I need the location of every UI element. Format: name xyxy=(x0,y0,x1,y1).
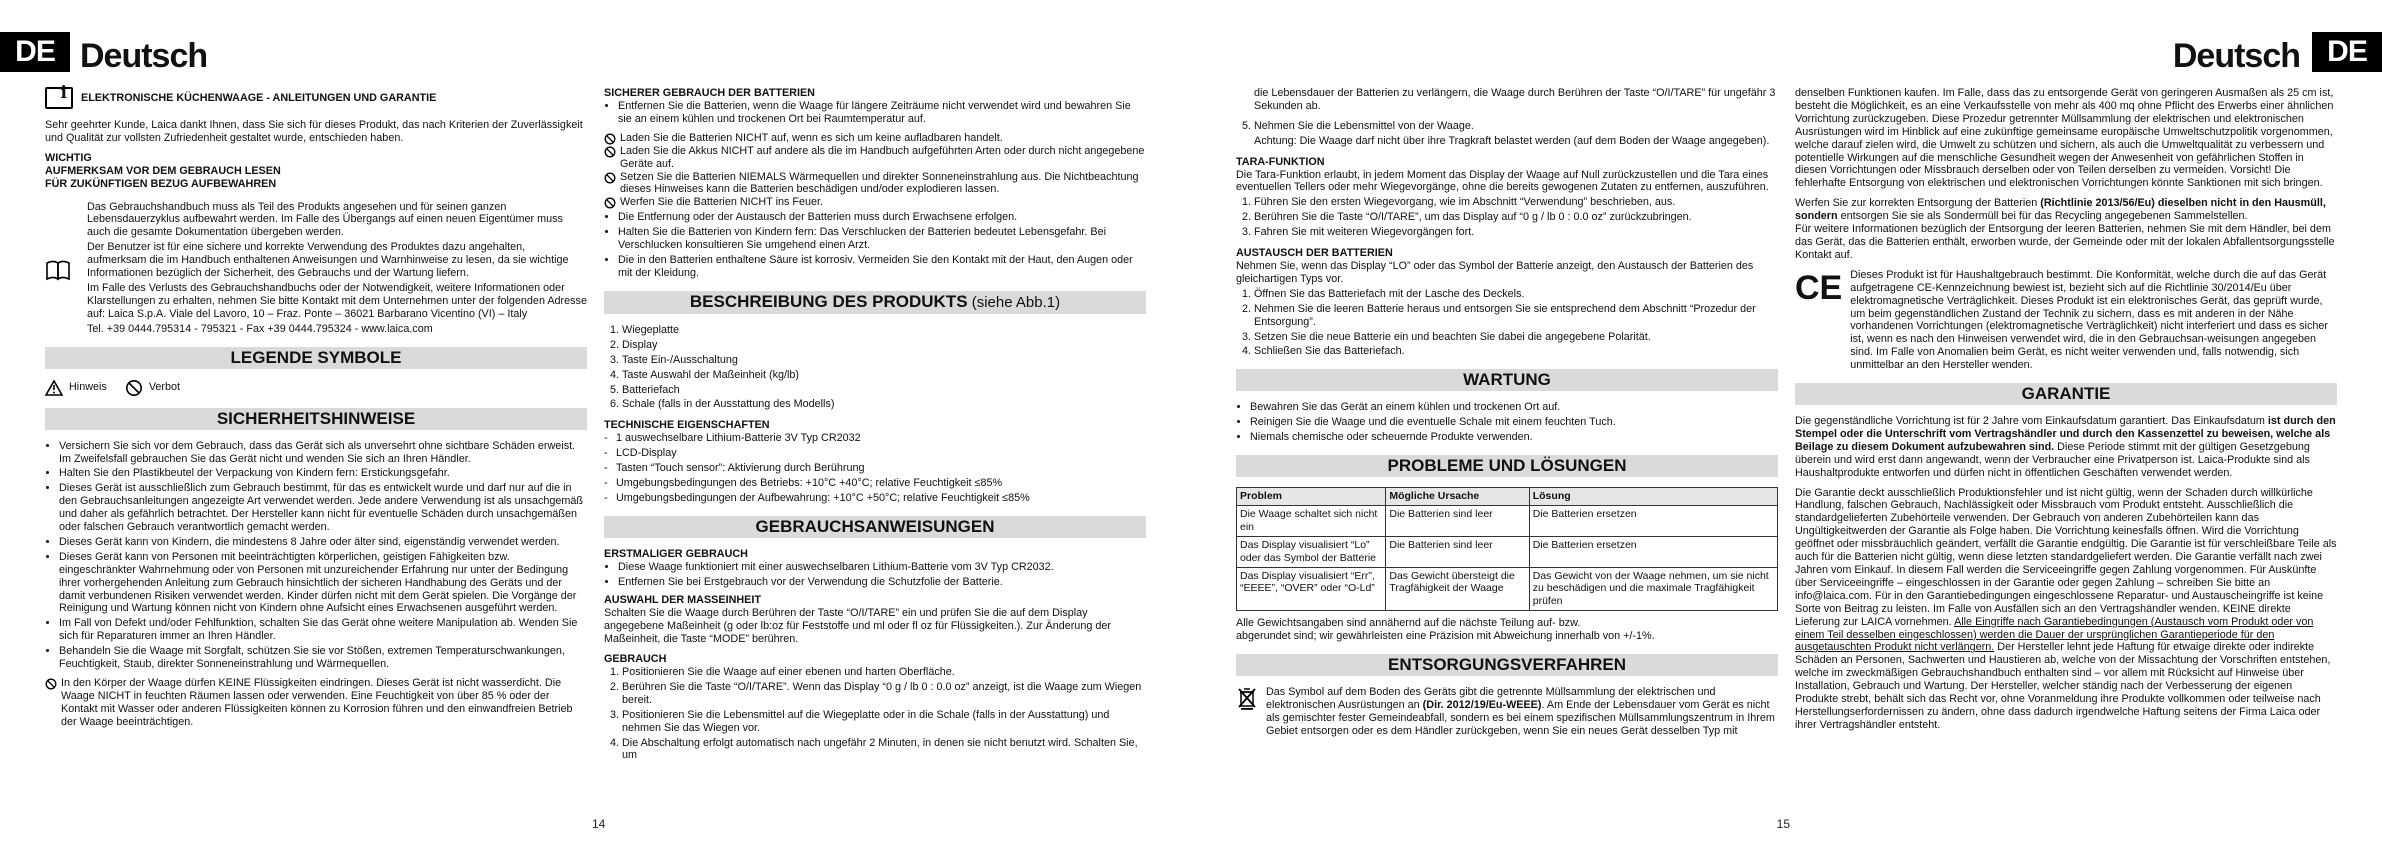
tare-step: 1. Führen Sie den ersten Wiegevorgang, wie im Abschnitt “Verwendung” beschrieben, aus. xyxy=(1254,196,1778,209)
problems-table-cell: Die Batterien sind leer xyxy=(1386,505,1529,536)
ce-section xyxy=(1795,269,2337,372)
disposal-text xyxy=(1266,686,1778,738)
manual-title-row xyxy=(45,87,587,109)
manual-paragraph-3: Im Falle des Verlusts des Gebrauchshandbuchs oder der Notwendigkeit, weitere Informationen oder Klarstellungen zu erhalten, nehmen Sie bitte Kontakt mit dem Unternehmen unter der folgenden Adresse auf: Laica S.p.A. Viale del Lavoro, 10 – Fraz. Ponte – 36021 Barbarano Vicentino (VI) – Italy xyxy=(87,281,587,320)
language-code-badge-left: DE xyxy=(0,32,70,72)
manual-main-title: ELEKTRONISCHE KÜCHENWAAGE - ANLEITUNGEN UND GARANTIE xyxy=(81,91,437,104)
battery-disposal-contact: Für weitere Informationen bezüglich der Entsorgung der leeren Batterien, nehmen Sie mit dem Händler, bei dem das Gerät, das die Batterien enthält, erworben wurde, der Gemeinde oder mit der lokalen Abfallentsorgungsstelle Kontakt auf. xyxy=(1795,223,2335,261)
info-manual-icon xyxy=(45,87,73,109)
battery-change-text: Nehmen Sie, wenn das Display “LO” oder das Symbol der Batterie anzeigt, den Austausch der Batterien des gleichartigen Typs vor. xyxy=(1236,259,1754,285)
battery-change-step: 1. Öffnen Sie das Batteriefach mit der Lasche des Deckels. xyxy=(1254,288,1778,301)
left-column-1 xyxy=(45,87,587,729)
no-liquids-text: In den Körper der Waage dürfen KEINE Flüssigkeiten eindringen. Dieses Gerät ist nicht wasserdicht. Die Waage NICHT in feuchten Räumen lassen oder verwenden. Eine Feuchtigkeit von über 85 % oder der Kontakt mit Wasser oder anderen Flüssigkeiten können zu Korrosion führen und den einwandfreien Betrieb der Waage beeinträchtigen. xyxy=(61,677,573,728)
important-line-2: FÜR ZUKÜNFTIGEN BEZUG AUFBEWAHREN xyxy=(45,177,277,190)
first-use-item: • Entfernen Sie bei Erstgebrauch vor der Verwendung die Schutzfolie der Batterie. xyxy=(618,576,1146,589)
battery-prohibited-text: Werfen Sie die Batterien NICHT ins Feuer. xyxy=(620,196,824,209)
product-part-item: 1. Wiegeplatte xyxy=(622,324,1146,337)
first-use-list xyxy=(604,561,1146,589)
legend-hint-label: Hinweis xyxy=(69,381,107,394)
battery-more-item: • Halten Sie die Batterien von Kindern fern: Das Verschlucken der Batterien bedeutet Lebensgefahr. Bei Verschlucken konsultieren Sie umgehend einen Arzt. xyxy=(618,226,1146,252)
battery-change-steps xyxy=(1236,288,1778,359)
page-number-right: 15 xyxy=(1776,817,1790,831)
use-step: 5. Nehmen Sie die Lebensmittel von der Waage. xyxy=(1254,120,1778,133)
language-title-right: Deutsch xyxy=(2172,37,2300,75)
legend-hint xyxy=(45,380,107,396)
open-book-icon xyxy=(45,259,71,281)
manual-instructions-block xyxy=(45,201,587,336)
left-column-2 xyxy=(604,87,1146,764)
prohibited-icon xyxy=(125,379,143,397)
safety-item: • Im Fall von Defekt und/oder Fehlfunktion, schalten Sie das Gerät ohne weitere Manipulation ab. Wenden Sie sich für Reparaturen immer an Ihren Händler. xyxy=(59,617,587,643)
legend-section-heading: LEGENDE SYMBOLE xyxy=(45,347,587,369)
use-step-note: Achtung: Die Waage darf nicht über ihre Tragkraft belastet werden (auf dem Boden der Waage angegeben). xyxy=(1254,134,1770,147)
problems-table-header: Lösung xyxy=(1529,488,1777,506)
disposal-text-part-2: . Am Ende der Lebensdauer vom Gerät es nicht als gemischter fester Gemeindeabfall, sondern es bei einem spezifischen Müllsammlungszentrum in Ihrem Gebiet entsorgen oder es dem Händler zurückgeben, wenn Sie ein neues Gerät desselben Typ mit xyxy=(1266,699,1775,737)
disposal-section xyxy=(1236,686,1778,738)
safety-item: • Dieses Gerät kann von Kindern, die mindestens 8 Jahre oder älter sind, eigenständig verwendet werden. xyxy=(59,536,587,549)
battery-disposal-paragraph xyxy=(1795,197,2337,223)
safety-item: • Halten Sie den Plastikbeutel der Verpackung von Kindern fern: Erstickungsgefahr. xyxy=(59,467,587,480)
rounding-note-1: Alle Gewichtsangaben sind annähernd auf die nächste Teilung auf- bzw. xyxy=(1236,617,1581,630)
battery-disposal-bold: (Richtlinie 2013/56/Eu) dieselben nicht in den Hausmüll, sondern xyxy=(1795,197,2326,223)
battery-prohibited-item xyxy=(604,145,1146,171)
battery-disposal-part-2: entsorgen Sie sie als Sondermüll bei für das Recycling angegebenen Sammelstellen. xyxy=(1837,210,2248,223)
maintenance-heading: WARTUNG xyxy=(1236,369,1778,391)
safety-item: • Dieses Gerät ist ausschließlich zum Gebrauch bestimmt, für das es entwickelt wurde und darf nur auf die in den Gebrauchsanleitungen angezeigte Art verwendet werden. Jede andere Verwendung ist als unsachgemäß und daher als gefährlich betrachtet. Der Hersteller kann nicht für eventuelle Schäden durch unsachgemäßen oder falschen Gebrauch verantwortlich gemacht werden. xyxy=(59,482,587,534)
problems-table-cell: Die Batterien ersetzen xyxy=(1529,536,1777,567)
page-number-left: 14 xyxy=(592,817,606,831)
legend-row xyxy=(45,379,587,397)
battery-more-list xyxy=(604,211,1146,280)
ce-mark-logo: CE xyxy=(1795,268,1843,307)
product-part-item: 2. Display xyxy=(622,339,1146,352)
warranty-paragraph-2 xyxy=(1795,487,2337,732)
right-page xyxy=(1191,0,2382,843)
product-part-item: 6. Schale (falls in der Ausstattung des Modells) xyxy=(622,398,1146,411)
use-steps xyxy=(604,666,1146,762)
use-continuation: die Lebensdauer der Batterien zu verlängern, die Waage durch Berühren der Taste “O/I/TARE” für ungefähr 3 Sekunden ab. xyxy=(1254,87,1776,112)
use-step: 1. Positionieren Sie die Waage auf einer ebenen und harten Oberfläche. xyxy=(622,666,1146,679)
battery-change-step: 3. Setzen Sie die neue Batterie ein und beachten Sie dabei die angegebene Polarität. xyxy=(1254,331,1778,344)
warning-triangle-icon xyxy=(45,380,63,396)
problems-table xyxy=(1236,487,1778,611)
prohibited-icon xyxy=(604,133,616,145)
problems-table-row xyxy=(1237,536,1778,567)
problems-table-cell: Die Batterien ersetzen xyxy=(1529,505,1777,536)
use-step: 2. Berühren Sie die Taste “O/I/TARE”. Wenn das Display “0 g / lb 0 : 0.0 oz” anzeigt, ist die Waage zum Wiegen bereit. xyxy=(622,681,1146,707)
problems-table-cell: Das Display visualisiert “Lo” oder das Symbol der Batterie xyxy=(1237,536,1386,567)
prohibited-icon xyxy=(604,146,616,158)
safety-section-heading: SICHERHEITSHINWEISE xyxy=(45,408,587,430)
tare-steps xyxy=(1236,196,1778,239)
rounding-note-2: abgerundet sind; wir gewährleisten eine Präzision mit Abweichung innerhalb von +/-1%. xyxy=(1236,630,1655,643)
safety-item: • Dieses Gerät kann von Personen mit beeinträchtigten körperlichen, geistigen Fähigkeiten bzw. eingeschränkter Wahrnehmung oder von Personen mit unzureichender Erfahrung nur unter der Bedingung ihrer vorhergehenden Anleitung zum Gebrauch hinsichtlich der sicheren Handhabung des Geräts und der damit verbundenen Risiken verwendet werden. Kinder dürfen nicht mit dem Gerät spielen. Die Vorgänge der Reinigung und Wartung können nicht von Kindern ohne Aufsicht eines Erwachsenen ausgeführt werden. xyxy=(59,551,587,616)
product-description-suffix: (siehe Abb.1) xyxy=(967,293,1061,311)
tare-step: 3. Fahren Sie mit weiteren Wiegevorgängen fort. xyxy=(1254,226,1778,239)
battery-prohibited-list xyxy=(604,132,1146,210)
disposal-directive: (Dir. 2012/19/Eu-WEEE) xyxy=(1422,699,1542,711)
unit-title: AUSWAHL DER MASSEINHEIT xyxy=(604,594,761,607)
important-title: WICHTIG xyxy=(45,151,92,164)
problems-table-cell: Die Batterien sind leer xyxy=(1386,536,1529,567)
legend-ban xyxy=(125,379,180,397)
warranty-p1-part-c: Diese Periode stimmt mit der gültigen Gesetzgebung überein und wird erst dann angewandt, wenn der Verbraucher eine Privatperson ist. Laica-Produkte sind als Haushaltprodukte entworfen und dürfen nicht in öffentlichen Geschäften verwendet werden. xyxy=(1795,440,2310,479)
use-step: 4. Die Abschaltung erfolgt automatisch nach ungefähr 2 Minuten, in denen sie nicht benutzt wird. Schalten Sie, um xyxy=(622,737,1146,763)
maintenance-list xyxy=(1236,401,1778,444)
tare-text: Die Tara-Funktion erlaubt, in jedem Moment das Display der Waage auf Null zurückzustellen und die Tara eines eventuellen Tellers oder mehr Wiegevorgänge, ohne die bereits gewogenen Zutaten zu entfernen, auszuführen. xyxy=(1236,168,1769,194)
weee-crossed-bin-icon xyxy=(1236,686,1258,714)
warranty-p1-bold: ist durch den Stempel oder die Unterschrift vom Vertragshändler und durch den Kassenzettel zu beweisen, welche als Beilage zu diesem Dokument aufzubewahren sind. xyxy=(1795,415,2336,453)
battery-prohibited-item xyxy=(604,132,1146,145)
warranty-p1-part-a: Die gegenständliche Vorrichtung ist für 2 Jahre vom Einkaufsdatum garantiert. Das Einkaufsdatum xyxy=(1795,415,2268,428)
problems-table-row xyxy=(1237,505,1778,536)
tech-list xyxy=(604,432,1146,505)
problems-table-cell: Das Gewicht von der Waage nehmen, um sie nicht zu beschädigen und die maximale Tragfähigkeit prüfen xyxy=(1529,567,1777,611)
disposal-continuation: denselben Funktionen kaufen. Im Falle, dass das zu entsorgende Gerät von geringeren Ausmaßen als 25 cm ist, besteht die Möglichkeit, es an eine Verkaufsstelle von mehr als 400 mq ohne Pflicht des Erwerbs einer ähnlichen Vorrichtung zurückzugeben. Diese Prozedur getrennter Müllsammlung der elektrischen und elektronischen Ausrüstungen wird im Hinblick auf eine zukünftige gemeinsame europäische Umweltschutzpolitik vorgenommen, welche darauf zielen wird, die Umwelt zu schützen und sichern, als auch die Umweltqualität zu verbessern und potentielle Wirkungen auf die menschliche Gesundheit wegen der Anwesenheit von gefährlichen Stoffen in diesen Vorrichtungen oder Missbrauch derselben oder von Teilen derselben zu vermeiden. Vorsicht! Die fehlerhafte Entsorgung von elektrischen und elektronischen Vorrichtungen könnte Sanktionen mit sich bringen. xyxy=(1795,87,2334,190)
important-line-1: AUFMERKSAM VOR DEM GEBRAUCH LESEN xyxy=(45,164,281,177)
warranty-heading: GARANTIE xyxy=(1795,383,2337,405)
use-title: GEBRAUCH xyxy=(604,653,667,666)
intro-paragraph: Sehr geehrter Kunde, Laica dankt Ihnen, dass Sie sich für dieses Produkt, das nach Kriterien der Zuverlässigkeit und Qualität zur vollsten Zufriedenheit gestaltet wurde, entschieden haben. xyxy=(45,119,583,144)
problems-table-row xyxy=(1237,567,1778,611)
product-part-item: 4. Taste Auswahl der Maßeinheit (kg/lb) xyxy=(622,369,1146,382)
manual-paragraph-1: Das Gebrauchshandbuch muss als Teil des Produkts angesehen und für seinen ganzen Lebensdauerzyklus aufbewahrt werden. Im Falle des Übergangs auf einen neuen Eigentümer muss auch die gesamte Dokumentation übergeben werden. xyxy=(87,200,563,239)
battery-safe-title: SICHERER GEBRAUCH DER BATTERIEN xyxy=(604,87,815,99)
use-steps-continued xyxy=(1236,120,1778,148)
battery-prohibited-item xyxy=(604,171,1146,197)
tech-item: - Umgebungsbedingungen der Aufbewahrung: +10°C +50°C; relative Feuchtigkeit ≤85% xyxy=(604,492,1146,505)
prohibited-icon xyxy=(604,172,616,184)
problems-table-cell: Die Waage schaltet sich nicht ein xyxy=(1237,505,1386,536)
battery-prohibited-item xyxy=(604,196,1146,209)
legend-ban-label: Verbot xyxy=(148,381,181,394)
battery-more-item: • Die in den Batterien enthaltene Säure ist korrosiv. Vermeiden Sie den Kontakt mit der Haut, den Augen oder mit der Kleidung. xyxy=(618,254,1146,280)
disposal-heading: ENTSORGUNGSVERFAHREN xyxy=(1236,654,1778,676)
tech-item: - LCD-Display xyxy=(604,447,1146,460)
tech-item: - Umgebungsbedingungen des Betriebs: +10°C +40°C; relative Feuchtigkeit ≤85% xyxy=(604,477,1146,490)
disposal-text-part-1: Das Symbol auf dem Boden des Geräts gibt die getrennte Müllsammlung der elektrischen und elektronischen Ausrüstungen an xyxy=(1266,686,1716,711)
battery-prohibited-text: Laden Sie die Batterien NICHT auf, wenn es sich um keine aufladbaren handelt. xyxy=(620,131,1003,144)
warranty-paragraph-1 xyxy=(1795,415,2337,480)
safety-list xyxy=(45,440,587,671)
safety-item: • Behandeln Sie die Waage mit Sorgfalt, schützen Sie sie vor Stößen, extremen Temperaturschwankungen, Feuchtigkeit, Staub, direkter Sonneneinstrahlung und Wärmequellen. xyxy=(59,645,587,671)
product-part-item: 3. Taste Ein-/Ausschaltung xyxy=(622,354,1146,367)
problems-table-header-row xyxy=(1237,488,1778,506)
warranty-p2-part-b: Der Hersteller lehnt jede Haftung für etwaige direkte oder indirekte Schäden an Personen, Sachwerten und Haustieren ab, welche von der Missachtung der Vorschriften entstehen, welche im zweckmäßigen Gebrauchshandbuch enthalten sind – vor allem mit Rücksicht auf Hinweise über Installation, Gebrauch und Wartung. Der Hersteller, welcher ständig nach der Verbesserung der eigenen Produkte strebt, behält sich das Recht vor, ohne Voranmeldung ihre Produkte vollkommen oder teilweise nach Herstellungserfordernissen zu ändern, ohne dass dadurch irgendwelche Haftung seitens der Firma Laica oder ihrer Vertragshändler entsteht. xyxy=(1795,641,2331,731)
tare-step: 2. Berühren Sie die Taste “O/I/TARE”, um das Display auf “0 g / lb 0 : 0.0 oz” zurückzubringen. xyxy=(1254,211,1778,224)
maintenance-item: • Reinigen Sie die Waage und die eventuelle Schale mit einem feuchten Tuch. xyxy=(1250,416,1778,429)
tech-title: TECHNISCHE EIGENSCHAFTEN xyxy=(604,419,770,432)
product-description-list xyxy=(604,324,1146,411)
problems-table-cell: Das Gewicht übersteigt die Tragfähigkeit der Waage xyxy=(1386,567,1529,611)
no-liquids-warning xyxy=(45,677,587,729)
prohibited-icon xyxy=(604,197,616,209)
problems-table-cell: Das Display visualisiert “Err”, “EEEE”, “OVER” oder “O-Ld” xyxy=(1237,567,1386,611)
battery-prohibited-text: Laden Sie die Akkus NICHT auf andere als die im Handbuch aufgeführten Arten oder durch nicht angegebene Geräte auf. xyxy=(620,144,1145,170)
tech-item: - Tasten “Touch sensor”: Aktivierung durch Berührung xyxy=(604,462,1146,475)
manual-paragraphs xyxy=(81,201,587,336)
battery-safe-list xyxy=(604,100,1146,126)
tare-title: TARA-FUNKTION xyxy=(1236,155,1325,168)
language-title-left: Deutsch xyxy=(80,37,208,75)
maintenance-item: • Bewahren Sie das Gerät an einem kühlen und trockenen Ort auf. xyxy=(1250,401,1778,414)
tech-item: - 1 auswechselbare Lithium-Batterie 3V Typ CR2032 xyxy=(604,432,1146,445)
battery-change-step: 4. Schließen Sie das Batteriefach. xyxy=(1254,345,1778,358)
problems-table-header: Problem xyxy=(1237,488,1386,506)
product-description-heading xyxy=(604,291,1146,314)
ce-text: Dieses Produkt ist für Haushaltgebrauch bestimmt. Die Konformität, welche durch die auf das Gerät aufgetragene CE-Kennzeichnung bewiest ist, bezieht sich auf die Richtlinie 30/2014/Eu über elektromagnetische Verträglichkeit. Dieses Produkt ist ein elektronisches Gerät, das geprüft wurde, um beim gegenständlichen Zustand der Technik zu sichern, dass es mit anderen in der Nähe vorhandenen Vorrichtungen (elektromagnetische Verträglichkeit) nicht interferiert und dass es sicher ist, wenn es nach den Hinweisen verwendet wird, die in den Gebrauchsan-weisungen angegeben sind. Im Falle von Anomalien beim Gerät, es nicht weiter verwenden und, falls notwendig, sich unmittelbar an den Hersteller wenden. xyxy=(1850,268,2328,372)
maintenance-item: • Niemals chemische oder scheuernde Produkte verwenden. xyxy=(1250,431,1778,444)
right-column-2 xyxy=(1795,87,2337,732)
product-part-item: 5. Batteriefach xyxy=(622,384,1146,397)
product-description-title: BESCHREIBUNG DES PRODUKTS xyxy=(689,291,968,311)
battery-more-item: • Die Entfernung oder der Austausch der Batterien muss durch Erwachsene erfolgen. xyxy=(618,211,1146,224)
first-use-item: • Diese Waage funktioniert mit einer auswechselbaren Lithium-Batterie vom 3V Typ CR2032. xyxy=(618,561,1146,574)
first-use-title: ERSTMALIGER GEBRAUCH xyxy=(604,547,748,560)
contact-line: Tel. +39 0444.795314 - 795321 - Fax +39 0444.795324 - www.laica.com xyxy=(87,322,433,335)
problems-heading: PROBLEME UND LÖSUNGEN xyxy=(1236,455,1778,477)
use-step: 3. Positionieren Sie die Lebensmittel auf die Wiegeplatte oder in die Schale (falls in der Ausstattung) und nehmen Sie das Wiegen vor. xyxy=(622,709,1146,735)
prohibited-icon xyxy=(45,678,57,690)
battery-change-title: AUSTAUSCH DER BATTERIEN xyxy=(1236,247,1393,260)
usage-heading: GEBRAUCHSANWEISUNGEN xyxy=(604,516,1146,538)
right-column-1 xyxy=(1236,87,1778,738)
safety-item: • Versichern Sie sich vor dem Gebrauch, dass das Gerät sich als unversehrt ohne sichtbare Schäden erweist. Im Zweifelsfall gebrauchen Sie das Gerät nicht und wenden Sie sich an Ihren Händler. xyxy=(59,440,587,466)
warranty-p2-part-a: Die Garantie deckt ausschließlich Produktionsfehler und ist nicht gültig, wenn der Schaden durch willkürliche Handlung, falschen Gebrauch, Nachlässigkeit oder Missbrauch vom Produkt entsteht. Ausschließlich die standardgelieferten Zubehörteile verwenden. Der Gebrauch von anderen Zubehörteilen kann das Ungültigkeitwerden der Garantie als Folge haben. Die Vorrichtung keinesfalls öffnen. Wird die Vorrichtung geöffnet oder missbräuchlich geändert, verfällt die Garantie endgültig. Die Garantie ist für verschleißbare Teile als auch für die Batterien nicht gültig, wenn diese letzten standardgeliefert werden. Die Garantie verfällt nach zwei Jahren vom Einkauf. In diesem Fall werden die Serviceeingriffe gegen Zahlung vorgenommen. Für Auskünfte über Serviceeingriffe – eingeschlossen in der Garantie oder gegen Zahlung – schreiben Sie bitte an info@laica.com. Für in den Garantiebedingungen eingeschlossene Reparatur- und Austauscheingriffe ist keine Sorte von Beitrag zu leisten. Im Falle von Ausfällen sich an den Vertragshändler wenden. KEINE direkte Lieferung zur LAICA vornehmen. xyxy=(1795,486,2337,628)
language-code-badge-right: DE xyxy=(2312,32,2382,72)
battery-change-step: 2. Nehmen Sie die leeren Batterie heraus und entsorgen Sie sie entsprechend dem Abschnitt “Prozedur der Entsorgung”. xyxy=(1254,303,1778,329)
problems-table-header: Mögliche Ursache xyxy=(1386,488,1529,506)
manual-paragraph-2: Der Benutzer ist für eine sichere und korrekte Verwendung des Produktes dazu angehalten, aufmerksam die im Handbuch enthaltenen Anweisungen und Warnhinweise zu lesen, da sie wichtige Informationen bezüglich der Sicherheit, des Gebrauchs und der Wartung liefern. xyxy=(87,241,569,280)
battery-prohibited-text: Setzen Sie die Batterien NIEMALS Wärmequellen und direkter Sonneneinstrahlung aus. Die Nichtbeachtung dieses Hinweises kann die Batterien beschädigen und/oder explodieren lassen. xyxy=(620,170,1139,196)
battery-disposal-part-1: Werfen Sie zur korrekten Entsorgung der Batterien xyxy=(1795,197,2041,210)
warranty-underlined-text: Alle Eingriffe nach Garantiebedingungen (Austausch vom Produkt oder von einem Teil desselben eingeschlossen) werden die Dauer der ursprünglichen Garantieperiode für den ausgetauschten Produkt nicht verlängern. xyxy=(1795,615,2314,654)
battery-safe-item: • Entfernen Sie die Batterien, wenn die Waage für längere Zeiträume nicht verwendet wird und bewahren Sie sie an einem kühlen und trockenen Ort bei Raumtemperatur auf. xyxy=(618,100,1146,126)
unit-text: Schalten Sie die Waage durch Berühren der Taste “O/I/TARE” ein und prüfen Sie die auf dem Display angegebene Maßeinheit (g oder lb:oz für Feststoffe und ml oder fl oz für Flüssigkeiten.). Zur Änderung der Maßeinheit, die Taste “MODE” berühren. xyxy=(604,607,1111,646)
